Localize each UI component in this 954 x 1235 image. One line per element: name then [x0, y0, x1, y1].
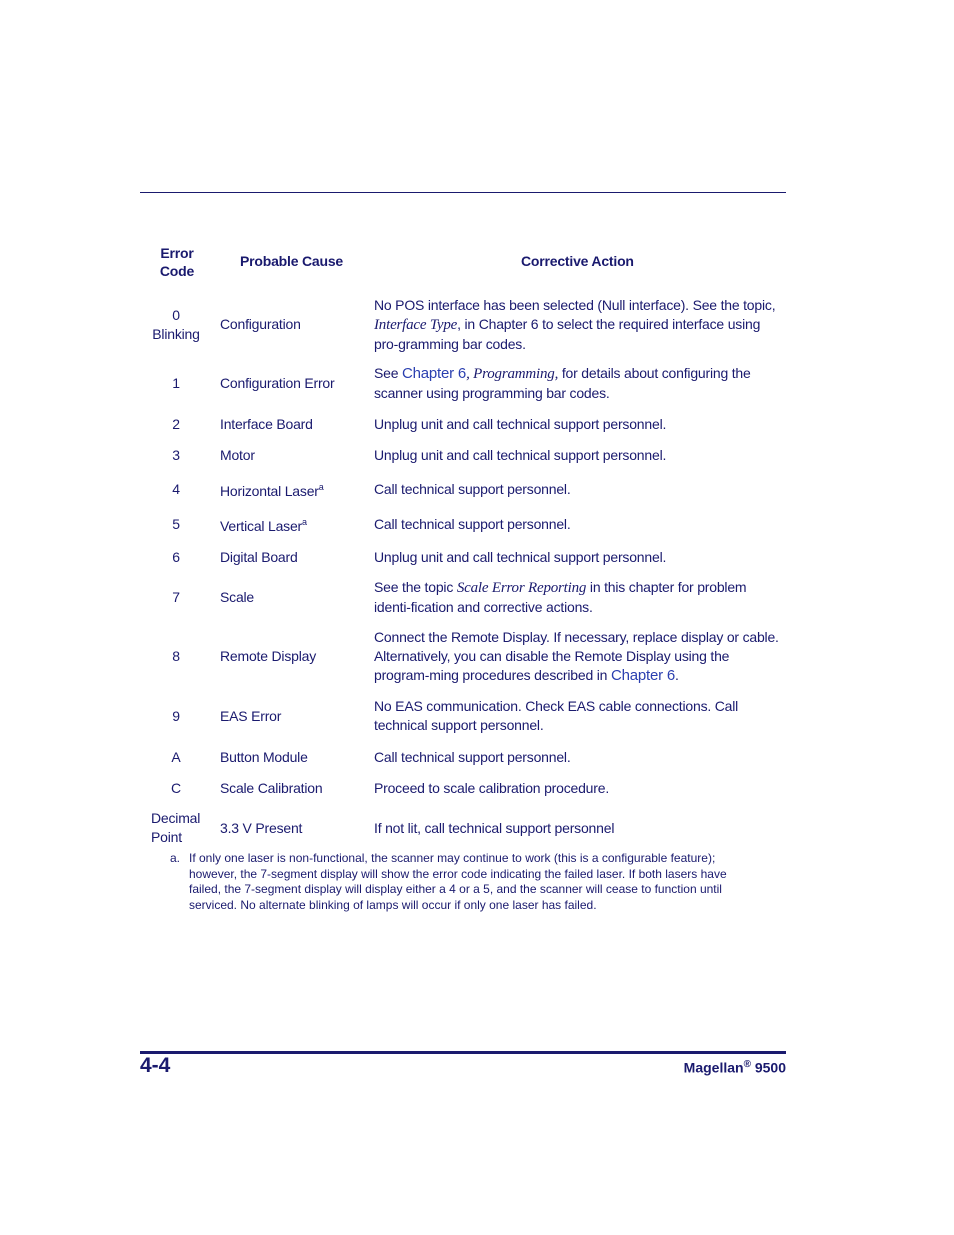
error-code: 1 [172, 374, 180, 391]
table-row [0, 809, 954, 847]
table-row [0, 514, 954, 534]
footnote [170, 851, 760, 913]
probable-cause: Scale Calibration [220, 779, 323, 796]
corrective-action: See the topic Scale Error Reporting in this chapter for problem identi-fication and corrective actions. [374, 578, 747, 615]
corrective-action: If not lit, call technical support personnel [374, 819, 615, 836]
table-row [0, 697, 954, 735]
corrective-action: Unplug unit and call technical support personnel. [374, 548, 667, 565]
table-row [0, 296, 954, 353]
error-code: A [171, 748, 181, 765]
error-code: 2 [172, 415, 180, 432]
column-header-error-code: Error Code [159, 245, 195, 279]
corrective-action: Call technical support personnel. [374, 748, 571, 765]
error-code: 7 [172, 588, 180, 605]
error-code: 6 [172, 548, 180, 565]
probable-cause: Configuration [220, 316, 301, 332]
table-row [0, 479, 954, 499]
footnote-ref: a [318, 481, 324, 492]
page-number: 4-4 [140, 1054, 171, 1077]
corrective-action: Proceed to scale calibration procedure. [374, 779, 610, 796]
corrective-action: Call technical support personnel. [374, 515, 571, 532]
error-code: 0 [172, 306, 180, 323]
probable-cause: Digital Board [220, 548, 298, 565]
table-row [0, 547, 954, 567]
table-row [0, 414, 954, 434]
registered-mark: ® [743, 1059, 751, 1070]
probable-cause: Vertical Laser$^a$ [220, 516, 307, 534]
footnote-mark: a. [170, 851, 181, 865]
error-code: 8 [172, 648, 180, 664]
error-code-detail: Blinking [152, 325, 200, 342]
chapter-6-link[interactable]: Chapter 6 [402, 364, 467, 382]
error-code: Decimal [151, 810, 201, 826]
header-rule [140, 192, 786, 193]
corrective-action: Call technical support personnel. [374, 480, 571, 497]
probable-cause: Scale [220, 588, 255, 605]
footnote-ref: a [302, 516, 307, 527]
table-row [0, 778, 954, 798]
chapter-6-link[interactable]: Chapter 6 [610, 667, 676, 684]
probable-cause: Button Module [220, 748, 308, 765]
probable-cause: Remote Display [220, 648, 317, 664]
error-code: 5 [172, 515, 180, 532]
corrective-action: Connect the Remote Display. If necessary, replace display or cable. Alternatively, you can disable the Remote Display using the program-ming procedures described in Chapter 6. [374, 629, 779, 684]
error-code: 3 [172, 446, 180, 463]
table-row [0, 445, 954, 465]
probable-cause: Configuration Error [220, 374, 335, 391]
column-header-probable-cause: Probable Cause [240, 253, 344, 269]
probable-cause: EAS Error [220, 707, 282, 724]
probable-cause: 3.3 V Present [220, 819, 303, 836]
table-row [0, 578, 954, 616]
corrective-action: Unplug unit and call technical support personnel. [374, 446, 667, 463]
corrective-action: No POS interface has been selected (Null interface). See the topic, Interface Type, in Chapter 6 to select the required interface using pro-gramming bar codes. [374, 296, 776, 352]
error-code: C [171, 779, 181, 796]
corrective-action: See Chapter 6, Programming, for details about configuring the scanner using programming bar codes. [374, 364, 751, 401]
product-name: Magellan® 9500 [683, 1059, 786, 1076]
probable-cause: Interface Board [220, 415, 313, 432]
table-row [0, 364, 954, 402]
corrective-action: No EAS communication. Check EAS cable connections. Call technical support personnel. [374, 698, 739, 733]
footer-rule [140, 1051, 786, 1054]
error-code: 9 [172, 707, 180, 724]
error-code-detail: Point [151, 829, 182, 845]
table-row [0, 628, 954, 685]
corrective-action: Unplug unit and call technical support personnel. [374, 415, 667, 432]
error-code: 4 [172, 480, 180, 497]
probable-cause: Horizontal Laser$^a$ [220, 481, 324, 499]
table-row [0, 747, 954, 767]
column-header-corrective-action: Corrective Action [521, 253, 634, 269]
footnote-text: If only one laser is non-functional, the scanner may continue to work (this is a configurable feature); however, the 7-segment display will show the error code indicating the failed laser. If both lasers have failed, the 7-segment display will display either a 4 or a 5, and the scanner will cease to function until serviced. No alternate blinking of lamps will occur if only one laser has failed. [189, 851, 727, 912]
probable-cause: Motor [220, 446, 255, 463]
